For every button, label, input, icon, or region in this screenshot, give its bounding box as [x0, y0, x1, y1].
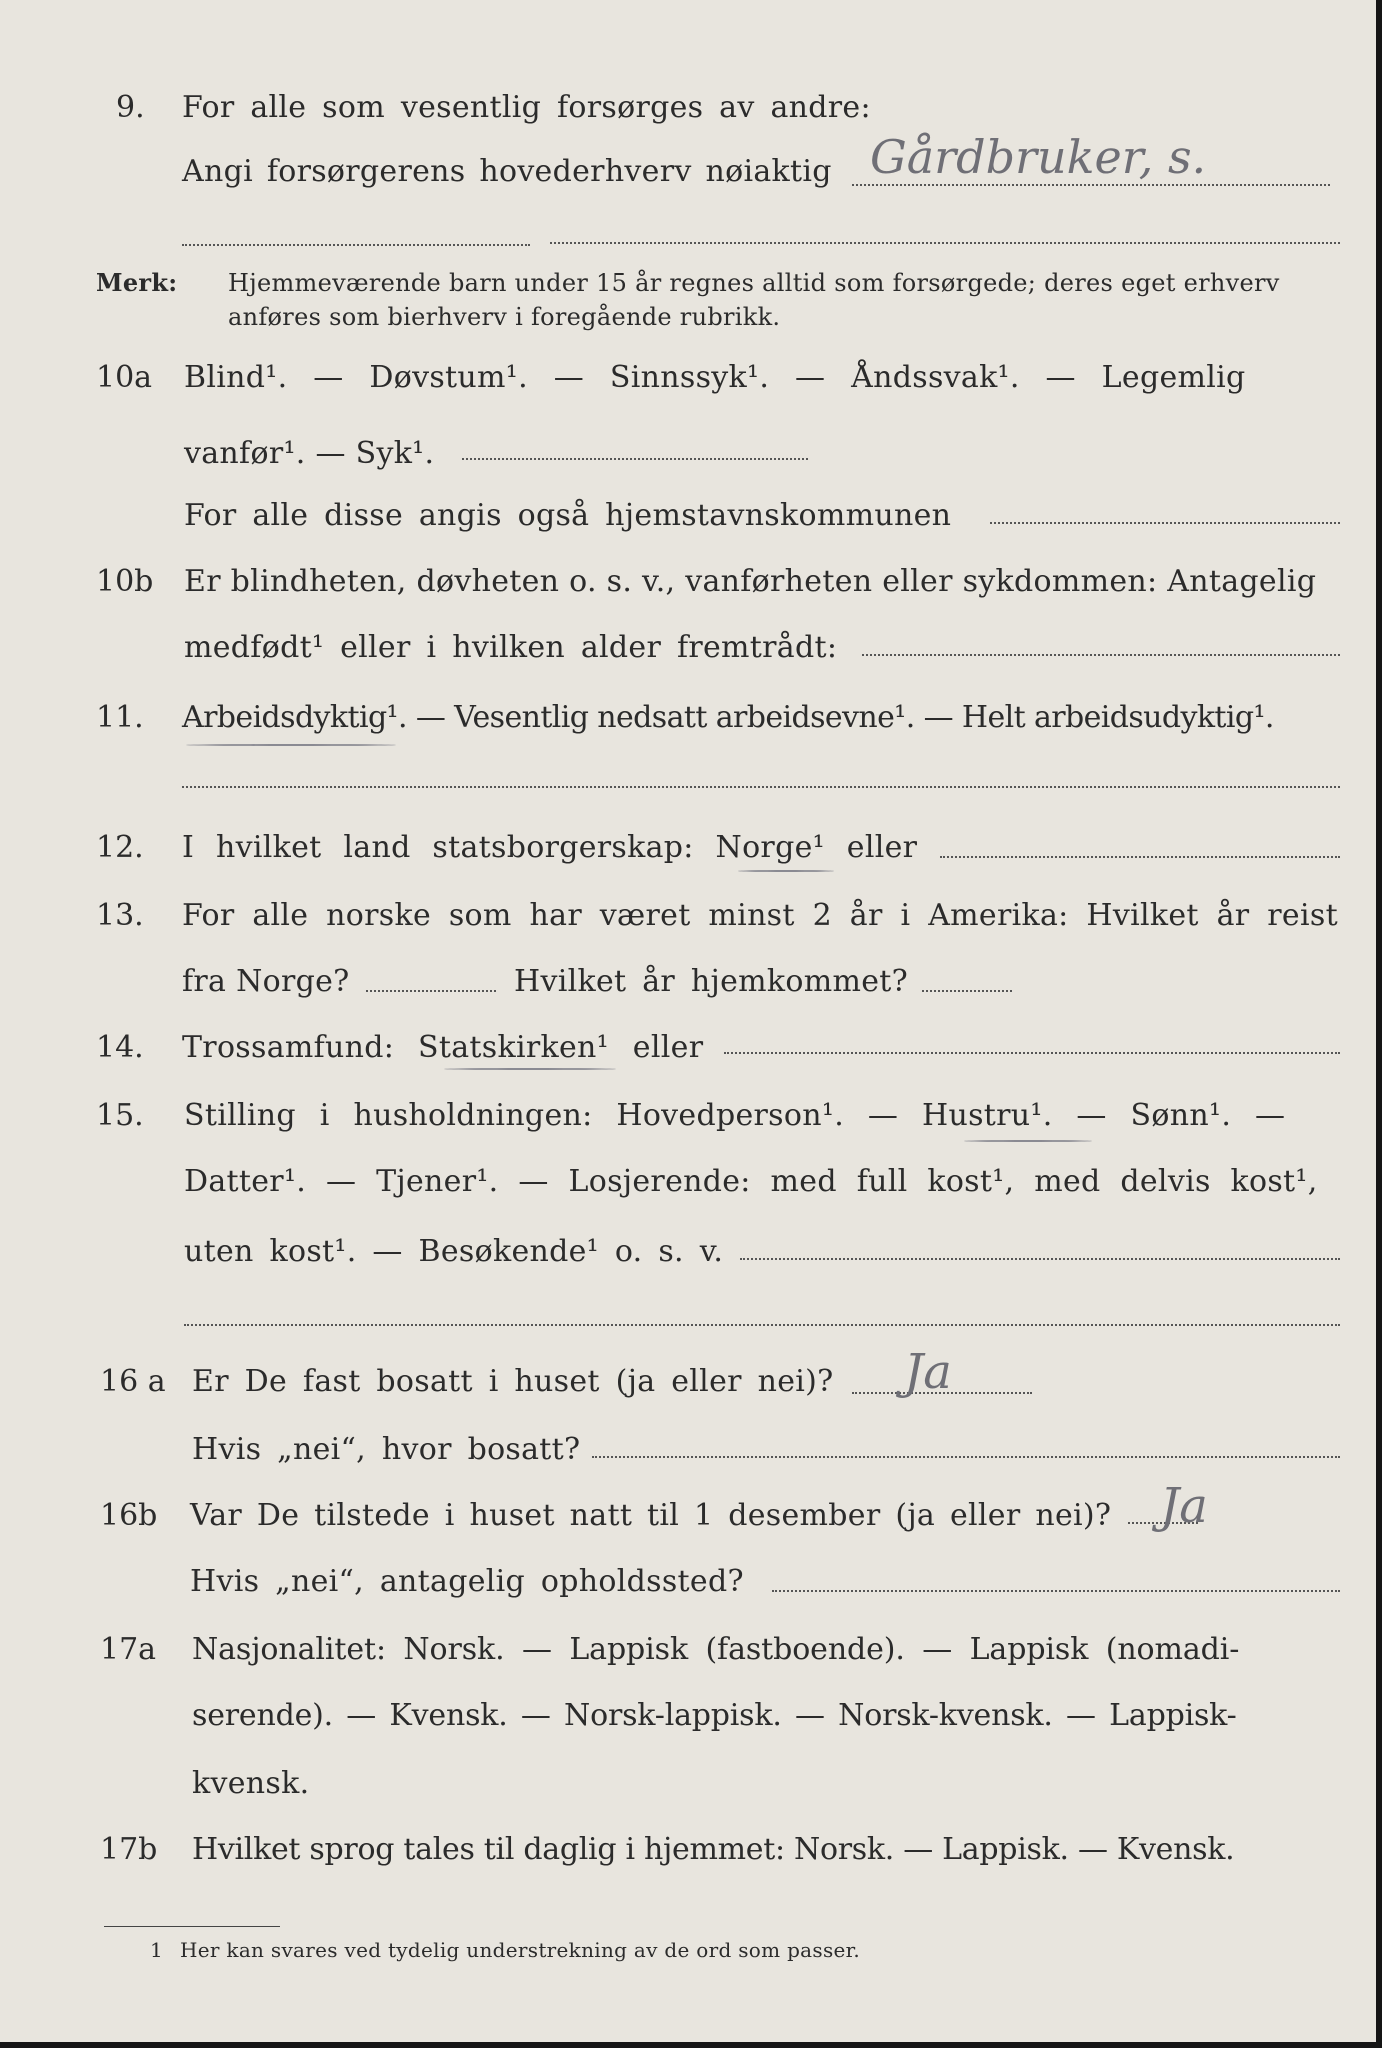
q15-handwritten-underline: [964, 1140, 1092, 1142]
item-number-14: 14.: [96, 1030, 144, 1065]
item-number-10b: 10b: [96, 564, 154, 599]
merk-line2: anføres som bierhverv i foregående rubrikk.: [228, 303, 781, 331]
q17a-line1: Nasjonalitet: Norsk. — Lappisk (fastboende). — Lappisk (nomadi-: [192, 1632, 1240, 1667]
q14-handwritten-underline: [444, 1068, 616, 1070]
q16a-bosatt-line: [592, 1456, 1340, 1458]
q12-answer-line: [940, 856, 1340, 858]
q10a-line3: For alle disse angis også hjemstavnskommunen: [184, 498, 952, 533]
q17a-line2: serende). — Kvensk. — Norsk-lappisk. — Norsk-kvensk. — Lappisk-: [192, 1698, 1237, 1733]
q16b-line2: Hvis „nei“, antagelig opholdssted?: [190, 1564, 744, 1599]
q17b-line1: Hvilket sprog tales til daglig i hjemmet: Norsk. — Lappisk. — Kvensk.: [192, 1832, 1235, 1867]
item-number-11: 11.: [96, 700, 144, 735]
q17a-line3: kvensk.: [192, 1766, 310, 1801]
q11-handwritten-underline: [186, 744, 396, 746]
q16a-line2: Hvis „nei“, hvor bosatt?: [192, 1432, 581, 1467]
q12-handwritten-underline: [738, 870, 834, 872]
q14-line1: Trossamfund: Statskirken¹ eller: [182, 1030, 704, 1065]
q15-line3: uten kost¹. — Besøkende¹ o. s. v.: [184, 1234, 724, 1269]
q15-line2: Datter¹. — Tjener¹. — Losjerende: med full kost¹, med delvis kost¹,: [184, 1164, 1318, 1199]
q16a-handwritten-answer: Ja: [904, 1344, 952, 1400]
q13-line1: For alle norske som har været minst 2 år i Amerika: Hvilket år reist: [182, 898, 1338, 933]
q13-hjemkommet-line: [922, 990, 1012, 992]
footnote-text: Her kan svares ved tydelig understrekning av de ord som passer.: [180, 1938, 860, 1962]
q10b-line1: Er blindheten, døvheten o. s. v., vanførheten eller sykdommen: Antagelig: [184, 564, 1317, 599]
q13-line2b: Hvilket år hjemkommet?: [514, 964, 909, 999]
q16b-opholdssted-line: [772, 1590, 1340, 1592]
item-number-17a: 17a: [100, 1632, 157, 1667]
item-number-13: 13.: [96, 898, 144, 933]
item-number-10a: 10a: [96, 360, 153, 395]
footnote-mark: 1: [150, 1938, 164, 1962]
q13-reist-line: [366, 990, 496, 992]
q16b-line1: Var De tilstede i huset natt til 1 desember (ja eller nei)?: [190, 1498, 1112, 1533]
merk-label: Merk:: [96, 268, 178, 297]
q9-line1: For alle som vesentlig forsørges av andre:: [182, 90, 871, 125]
q9-line2: Angi forsørgerens hovederhverv nøiaktig: [182, 154, 832, 189]
footnote-rule: [104, 1926, 280, 1927]
q15-extra-line: [184, 1324, 1340, 1326]
q16a-line1: Er De fast bosatt i huset (ja eller nei)?: [192, 1364, 834, 1399]
q11-answer-line: [182, 786, 1340, 788]
item-number-16b: 16b: [100, 1498, 158, 1533]
q12-line1: I hvilket land statsborgerskap: Norge¹ eller: [182, 830, 918, 865]
q10b-line2: medfødt¹ eller i hvilken alder fremtrådt:: [184, 630, 838, 665]
q10a-line1: Blind¹. — Døvstum¹. — Sinnssyk¹. — Åndssvak¹. — Legemlig: [184, 360, 1246, 395]
q9-handwritten-answer: Gårdbruker, s.: [870, 130, 1207, 184]
q10a-syk-line: [462, 458, 808, 460]
q15-answer-line: [740, 1258, 1340, 1260]
q16b-handwritten-answer: Ja: [1160, 1478, 1208, 1534]
q9-extra-line-b: [550, 242, 1340, 244]
item-number-16a: 16 a: [100, 1364, 166, 1399]
item-number-15: 15.: [96, 1098, 144, 1133]
q13-line2a: fra Norge?: [182, 964, 350, 999]
item-number-9: 9.: [116, 90, 145, 125]
q10b-answer-line: [862, 654, 1340, 656]
q14-answer-line: [724, 1052, 1340, 1054]
q15-line1: Stilling i husholdningen: Hovedperson¹. — Hustru¹. — Sønn¹. —: [184, 1098, 1286, 1133]
q11-line1: Arbeidsdyktig¹. — Vesentlig nedsatt arbeidsevne¹. — Helt arbeidsudyktig¹.: [182, 700, 1274, 735]
q10a-hjemstavn-line: [990, 522, 1340, 524]
item-number-17b: 17b: [100, 1832, 158, 1867]
q9-answer-line: [852, 184, 1330, 186]
item-number-12: 12.: [96, 830, 144, 865]
merk-line1: Hjemmeværende barn under 15 år regnes alltid som forsørgede; deres eget erhverv: [228, 269, 1280, 297]
q9-extra-line-a: [182, 244, 530, 246]
q10a-line2: vanfør¹. — Syk¹.: [184, 436, 435, 471]
